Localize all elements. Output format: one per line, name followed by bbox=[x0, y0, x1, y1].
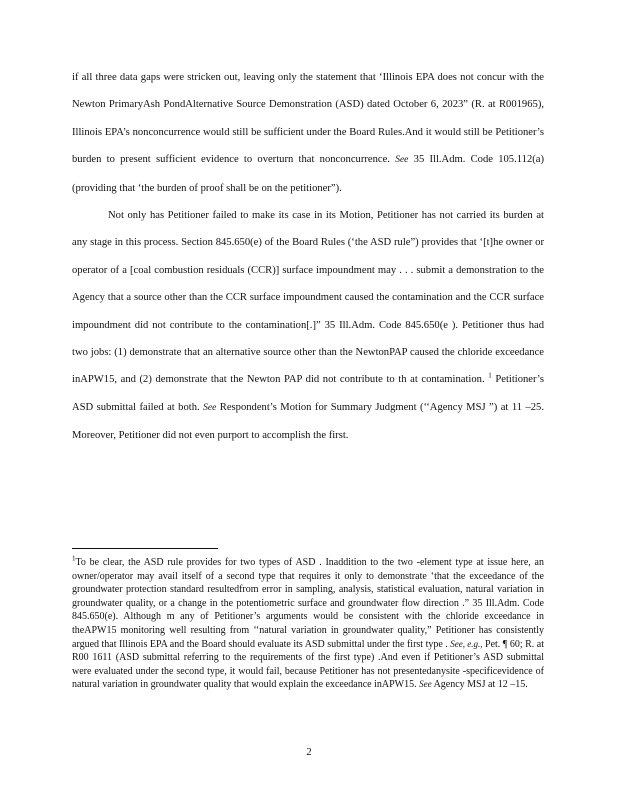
footnote-number: 1 bbox=[72, 554, 76, 563]
body-text bbox=[72, 64, 544, 450]
paragraph-1 bbox=[72, 64, 544, 202]
footnote-divider bbox=[72, 548, 218, 549]
footnote-text-3: Agency MSJ at 12 –15. bbox=[433, 679, 528, 691]
footnote-1 bbox=[72, 556, 544, 692]
footnote-reference[interactable]: 1 bbox=[488, 371, 492, 380]
see-signal: See bbox=[395, 155, 409, 166]
see-eg-signal: See, e.g., bbox=[450, 638, 483, 649]
see-signal: See bbox=[203, 402, 217, 413]
page-number: 2 bbox=[306, 747, 312, 758]
paragraph-2 bbox=[72, 202, 544, 450]
paragraph-1-text: if all three data gaps were stricken out, leaving only the statement that ‘Illinois EPA does not concur with the Newton PrimaryAsh PondAlternative Source Demonstration (ASD) dated October 6, 2023” (R. at R001965), Illinois EPA’s nonconcurrence would still be sufficient under the Board Rules.And it would still be Petitioner’s burden to present sufficient evidence to overturn that nonconcurrence. bbox=[72, 72, 544, 166]
footnote-text-2: Pet. ¶ 60; R. at R00 1611 (ASD submittal referring to the requirements of the first type) .And even if Petitioner’s ASD submittal were evaluated under the second type, it would fail, because Petitioner has not presentedanysite -specificevidence of natural variation in groundwater quality that would explain the exceedance inAPW15. bbox=[72, 638, 545, 691]
paragraph-2-sentence: Petitioner’s ASD submittal failed at both. bbox=[72, 374, 544, 413]
paragraph-2-text: Not only has Petitioner failed to make its case in its Motion, Petitioner has not carried its burden at any stage in this process. Section 845.650(e) of the Board Rules (‘the ASD rule”) provides that ‘[t]he owner or operator of a [coal combustion residuals (CCR)] surface impoundment may . . . submit a demonstration to the Agency that a source other than the CCR surface impoundment caused the contamination and the CCR surface impoundment did not contribute to the contamination[.]” 35 Ill.Adm. Code 845.650(e ). Petitioner thus had two jobs: (1) demonstrate that an alternative source other than the NewtonPAP caused the chloride exceedance inAPW15, and (2) demonstrate that the Newton PAP did not contribute to th at contamination. bbox=[72, 210, 544, 386]
paragraph-2-citation: Respondent’s Motion for Summary Judgment (‘‘Agency MSJ ”) at 11 –25. Moreover, Petitioner did not even purport to accomplish the first. bbox=[72, 401, 545, 442]
paragraph-1-citation: 35 Ill.Adm. Code 105.112(a) (providing that ‘the burden of proof shall be on the petitioner”). bbox=[72, 154, 545, 194]
see-signal: See bbox=[419, 679, 432, 690]
footnote-text-1: To be clear, the ASD rule provides for two types of ASD . Inaddition to the two -element type at issue here, an owner/operator may avail itself of a second type that requires it only to demonstrate ‘that the exceedance of the groundwater protection standard resultedfrom error in sampling, analysis, statistical evaluation, natural variation in groundwater quality, or a change in the potentiometric surface and groundwater flow direction .” 35 Ill.Adm. Code 845.650(e). Although m any of Petitioner’s arguments would be consistent with the chloride exceedance in theAPW15 monitoring well resulting from ‘‘natural variation in groundwater quality,” Petitioner has consistently argued that Illinois EPA and the Board should evaluate its ASD submittal under the first type . bbox=[72, 557, 544, 650]
